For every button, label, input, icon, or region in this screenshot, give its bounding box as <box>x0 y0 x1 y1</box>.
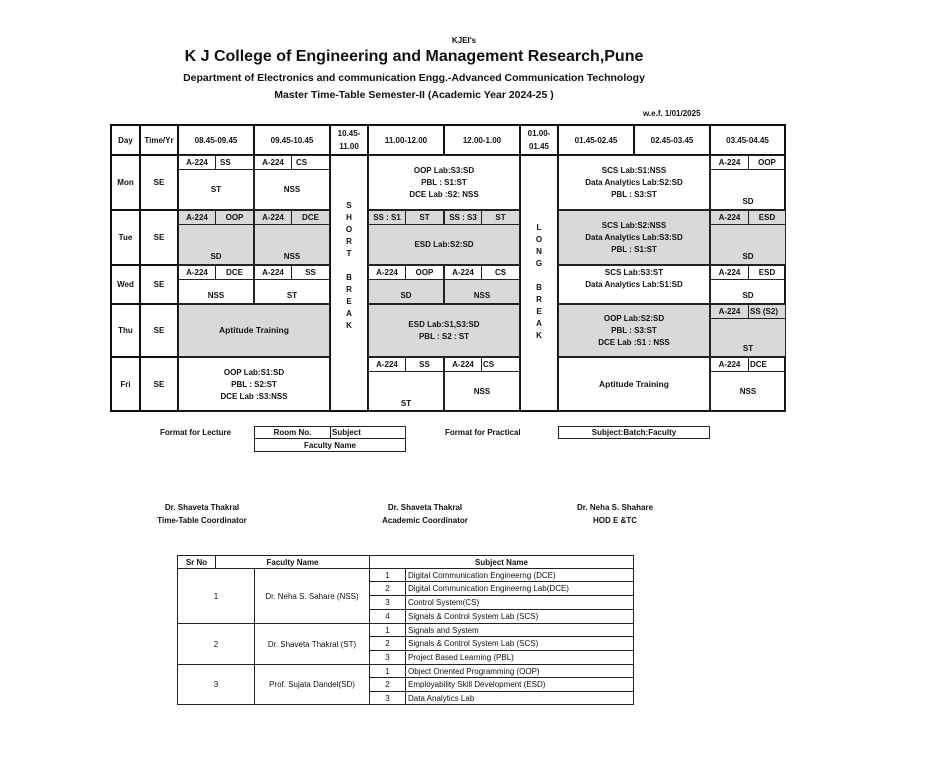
wef-date: w.e.f. 1/01/2025 <box>643 109 701 118</box>
wed-s3-subject: OOP <box>405 265 444 280</box>
faculty-sr: 2 <box>177 623 255 665</box>
lab-line: PBL : S2:ST <box>231 379 277 389</box>
day-tue: Tue <box>110 209 141 266</box>
format-practical-label: Format for Practical <box>445 428 521 437</box>
subject-name: Signals & Control System Lab (SCS) <box>405 609 634 624</box>
tue-afternoon-lab <box>558 210 710 265</box>
mon-s1-subject: SS <box>215 155 254 170</box>
signature-name: Dr. Neha S. Shahare <box>576 503 654 512</box>
year-mon: SE <box>139 154 179 211</box>
lab-line: OOP Lab:S2:SD <box>603 313 665 323</box>
signature-name: Dr. Shaveta Thakral <box>164 503 240 512</box>
signature-role: Academic Coordinator <box>382 516 468 525</box>
wed-s2-subject: SS <box>291 265 330 280</box>
wed-s4-subject: CS <box>481 265 520 280</box>
tue-s7-subject: ESD <box>748 210 786 225</box>
wed-s1-subject: DCE <box>215 265 254 280</box>
lab-line: DCE Lab :S3:NSS <box>220 391 288 401</box>
subject-name: Project Based Learning (PBL) <box>405 650 634 665</box>
faculty-table-header-subject: Subject Name <box>369 555 634 569</box>
thu-afternoon-lab <box>558 304 710 357</box>
wed-s4-room: A-224 <box>444 265 482 280</box>
lab-line: SCS Lab:S1:NSS <box>601 165 667 175</box>
year-wed: SE <box>139 264 179 305</box>
lab-line: OOP Lab:S3:SD <box>413 165 475 175</box>
col-header-slot1: 08.45-09.45 <box>177 124 255 156</box>
subject-index: 1 <box>369 623 406 637</box>
day-fri: Fri <box>110 356 141 412</box>
timetable-title: Master Time-Table Semester-II (Academic Year 2024-25 ) <box>274 89 554 101</box>
org-prefix: KJEI's <box>451 36 477 45</box>
wed-afternoon-lab <box>558 265 710 304</box>
short-break-letter: A <box>346 309 352 318</box>
year-fri: SE <box>139 356 179 412</box>
subject-name: Control System(CS) <box>405 595 634 610</box>
col-header-slot3: 11.00-12.00 <box>367 124 445 156</box>
fri-s3-room: A-224 <box>368 357 406 372</box>
department-name: Department of Electronics and communication Engg.-Advanced Communication Technology <box>183 72 645 84</box>
faculty-name: Dr. Shaveta Thakral (ST) <box>254 623 370 665</box>
mon-s2-faculty: NSS <box>254 169 330 210</box>
subject-index: 3 <box>369 650 406 665</box>
wed-s1-faculty: NSS <box>178 279 254 304</box>
long-break-letter: E <box>536 307 542 316</box>
col-header-slot4: 12.00-1.00 <box>443 124 521 156</box>
subject-name: Digital Communication Engineerng (DCE) <box>405 568 634 582</box>
col-header-time: Time/Yr <box>139 124 179 156</box>
subject-name: Employability Skill Development (ESD) <box>405 677 634 692</box>
signature-name: Dr. Shaveta Thakral <box>387 503 463 512</box>
fri-s3-subject: SS <box>405 357 444 372</box>
signature-role: Time-Table Coordinator <box>157 516 247 525</box>
lab-line: Data Analytics Lab:S1:SD <box>585 280 683 289</box>
format-faculty-name: Faculty Name <box>254 438 406 452</box>
lab-line: SCS Lab:S2:NSS <box>601 220 667 230</box>
long-break-letter: O <box>535 235 543 244</box>
short-break-letter: T <box>346 249 352 258</box>
lab-line: PBL : S3:ST <box>611 325 657 335</box>
subject-name: Digital Communication Engineerng Lab(DCE) <box>405 581 634 596</box>
wed-s3-faculty: SD <box>368 279 444 304</box>
wed-s3-room: A-224 <box>368 265 406 280</box>
tue-batch-s1-faculty: ST <box>405 210 444 225</box>
subject-index: 1 <box>369 568 406 582</box>
fri-aptitude-training: Aptitude Training <box>558 357 710 412</box>
fri-s4-room: A-224 <box>444 357 482 372</box>
tue-s2-subject: DCE <box>291 210 330 225</box>
signature-role: HOD E &TC <box>593 516 637 525</box>
long-break-letter: A <box>536 319 542 328</box>
tue-s7-room: A-224 <box>710 210 749 225</box>
mon-afternoon-lab <box>558 155 710 210</box>
long-break-letter: R <box>536 295 542 304</box>
wed-s7-subject: ESD <box>748 265 786 280</box>
tue-s7-faculty: SD <box>710 224 786 265</box>
wed-s4-faculty: NSS <box>444 279 520 304</box>
long-break-letter: K <box>536 331 542 340</box>
subject-index: 4 <box>369 609 406 624</box>
lab-line: DCE Lab :S2: NSS <box>409 189 479 199</box>
tue-s1-room: A-224 <box>178 210 216 225</box>
thu-s7-faculty: ST <box>710 318 786 357</box>
thu-s7-subject: SS (S2) <box>748 304 786 319</box>
college-name: K J College of Engineering and Management Research,Pune <box>184 48 644 65</box>
mon-s7-subject: OOP <box>748 155 786 170</box>
lab-line: ESD Lab:S1,S3:SD <box>408 319 480 329</box>
format-lecture-label: Format for Lecture <box>160 428 232 437</box>
mon-s7-room: A-224 <box>710 155 749 170</box>
subject-name: Signals & Control System Lab (SCS) <box>405 636 634 651</box>
faculty-name: Prof. Sujata Dandel(SD) <box>254 664 370 705</box>
fri-s4-faculty: NSS <box>444 371 520 412</box>
year-tue: SE <box>139 209 179 266</box>
tue-s1-subject: OOP <box>215 210 254 225</box>
subject-index: 2 <box>369 677 406 692</box>
long-break-letter: L <box>536 223 542 232</box>
col-header-slot6: 02.45-03.45 <box>633 124 711 156</box>
tue-batch-s3: SS : S3 <box>444 210 482 225</box>
faculty-sr: 1 <box>177 568 255 624</box>
short-break-letter: R <box>346 285 352 294</box>
tue-esd-lab: ESD Lab:S2:SD <box>368 224 520 265</box>
long-break-letter: G <box>535 259 543 268</box>
mon-s7-faculty: SD <box>710 169 786 210</box>
subject-name: Object Oriented Programming (OOP) <box>405 664 634 678</box>
lab-line: PBL : S2 : ST <box>418 331 470 341</box>
faculty-name: Dr. Neha S. Sahare (NSS) <box>254 568 370 624</box>
tue-batch-s1: SS : S1 <box>368 210 406 225</box>
col-header-day: Day <box>110 124 141 156</box>
col-header-slot7: 03.45-04.45 <box>709 124 786 156</box>
tue-batch-s3-faculty: ST <box>481 210 520 225</box>
faculty-sr: 3 <box>177 664 255 705</box>
format-room-no: Room No. <box>254 426 331 439</box>
year-thu: SE <box>139 303 179 358</box>
subject-name: Signals and System <box>405 623 634 637</box>
fri-s7-faculty: NSS <box>710 371 786 412</box>
col-header-slot2: 09.45-10.45 <box>253 124 331 156</box>
faculty-table-header-faculty: Faculty Name <box>215 555 370 569</box>
col-header-slot5: 01.45-02.45 <box>557 124 635 156</box>
short-break-letter: B <box>346 273 352 282</box>
lab-line: OOP Lab:S1:SD <box>223 367 285 377</box>
lab-line: PBL : S1:ST <box>611 244 657 254</box>
short-break-letter: E <box>346 297 352 306</box>
col-header-long-break: 01.00-01.45 <box>519 124 559 156</box>
thu-s7-room: A-224 <box>710 304 749 319</box>
long-break-letter: N <box>536 247 542 256</box>
lab-line: Data Analytics Lab:S2:SD <box>585 177 683 187</box>
fri-s3-faculty: ST <box>368 371 444 412</box>
thu-aptitude-training: Aptitude Training <box>178 304 330 357</box>
wed-s2-faculty: ST <box>254 279 330 304</box>
lab-line: SCS Lab:S3:ST <box>604 268 664 277</box>
mon-s2-subject: CS <box>291 155 330 170</box>
mon-midday-lab <box>368 155 520 210</box>
thu-midday-lab <box>368 304 520 357</box>
short-break-column <box>329 154 369 412</box>
lab-line: Data Analytics Lab:S3:SD <box>585 232 683 242</box>
tue-s2-faculty: NSS <box>254 224 330 265</box>
fri-s7-room: A-224 <box>710 357 749 372</box>
wed-s1-room: A-224 <box>178 265 216 280</box>
fri-morning-lab <box>178 357 330 412</box>
wed-s2-room: A-224 <box>254 265 292 280</box>
mon-s1-faculty: ST <box>178 169 254 210</box>
lab-line: DCE Lab :S1 : NSS <box>598 337 670 347</box>
lab-line: PBL : S1:ST <box>421 177 467 187</box>
subject-index: 2 <box>369 636 406 651</box>
short-break-letter: S <box>346 201 352 210</box>
mon-s2-room: A-224 <box>254 155 292 170</box>
wed-s7-faculty: SD <box>710 279 786 304</box>
lab-line: PBL : S3:ST <box>611 189 657 199</box>
short-break-letter: K <box>346 321 352 330</box>
subject-name: Data Analytics Lab <box>405 691 634 705</box>
tue-s2-room: A-224 <box>254 210 292 225</box>
col-header-short-break: 10.45-11.00 <box>329 124 369 156</box>
subject-index: 2 <box>369 581 406 596</box>
wed-s7-room: A-224 <box>710 265 749 280</box>
day-wed: Wed <box>110 264 141 305</box>
subject-index: 3 <box>369 595 406 610</box>
short-break-letter: O <box>345 225 353 234</box>
format-subject: Subject <box>330 426 406 439</box>
tue-s1-faculty: SD <box>178 224 254 265</box>
mon-s1-room: A-224 <box>178 155 216 170</box>
subject-index: 3 <box>369 691 406 705</box>
format-practical-pattern: Subject:Batch:Faculty <box>558 426 710 439</box>
fri-s4-subject: CS <box>481 357 520 372</box>
day-thu: Thu <box>110 303 141 358</box>
long-break-letter: B <box>536 283 542 292</box>
short-break-letter: R <box>346 237 352 246</box>
fri-s7-subject: DCE <box>748 357 786 372</box>
subject-index: 1 <box>369 664 406 678</box>
long-break-column <box>519 154 559 412</box>
short-break-letter: H <box>346 213 352 222</box>
faculty-table-header-sr: Sr No <box>177 555 216 569</box>
day-mon: Mon <box>110 154 141 211</box>
